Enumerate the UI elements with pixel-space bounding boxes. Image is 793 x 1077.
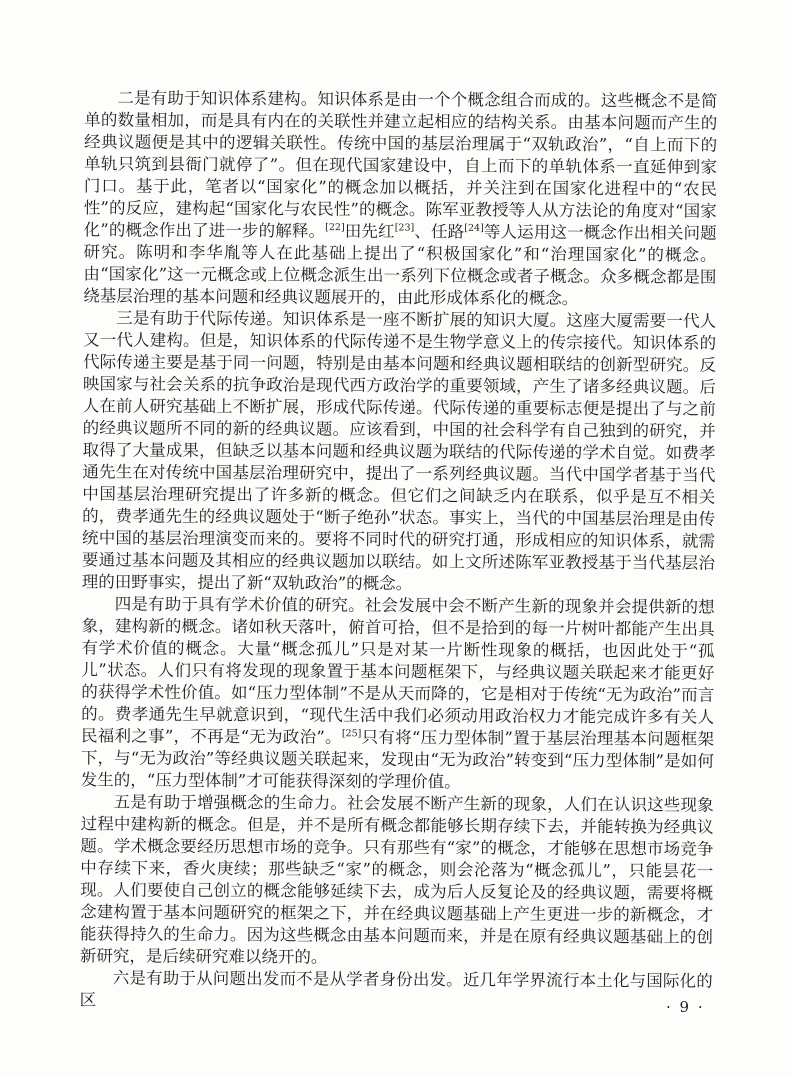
paragraph-knowledge-system: 二是有助于知识体系建构。知识体系是由一个个概念组合而成的。这些概念不是简单的数量相加，而是具有内在的关联性并建立起相应的结构关系。由基本问题而产生的经典议题便是其中的逻辑关联性。传统中国的基层治理属于“双轨政治”，“自上而下的单轨只筑到县衙门就停了”。但在现代国家建设中，自上而下的单轨体系一直延伸到家门口。基于此，笔者以“国家化”的概念加以概括，并关注到在国家化进程中的“农民性”的反应，建构起“国家化与农民性”的概念。陈军亚教授等人从方法论的角度对“国家化”的概念作出了进一步的解释。[22]田先红[23]、任路[24]等人运用这一概念作出相关问题研究。陈明和李华胤等人在此基础上提出了“积极国家化”和“治理国家化”的概念。由“国家化”这一元概念或上位概念派生出一系列下位概念或者子概念。众多概念都是围绕基层治理的基本问题和经典议题展开的，由此形成体系化的概念。 [83, 88, 718, 308]
page-number: · 9 · [666, 998, 705, 1016]
paragraph-concept-vitality: 五是有助于增强概念的生命力。社会发展不断产生新的现象，人们在认识这些现象过程中建构新的概念。但是，并不是所有概念都能够长期存续下去，并能转换为经典议题。学术概念要经历思想市场的竞争。只有那些有“家”的概念，才能够在思想市场竞争中存续下来，香火庚续；那些缺乏“家”的概念，则会沦落为“概念孤儿”，只能昙花一现。人们要使自己创立的概念能够延续下去，成为后人反复论及的经典议题，需要将概念建构置于基本问题研究的框架之下，并在经典议题基础上产生更进一步的新概念，才能获得持久的生命力。因为这些概念由基本问题而来，并是在原有经典议题基础上的创新研究，是后续研究难以绕开的。 [79, 792, 714, 967]
citation-ref: [24] [464, 222, 484, 234]
paragraph-academic-value: 四是有助于具有学术价值的研究。社会发展中会不断产生新的现象并会提供新的想象，建构新的概念。诸如秋天落叶，俯首可拾，但不是拾到的每一片树叶都能产生出具有学术价值的概念。大量“概念孤儿”只是对某一片断性现象的概括，也因此处于“孤儿”状态。人们只有将发现的现象置于基本问题框架下，与经典议题关联起来才能更好的获得学术性价值。如“压力型体制”不是从天而降的，它是相对于传统“无为政治”而言的。费孝通先生早就意识到，“现代生活中我们必须动用政治权力才能完成许多有关人民福利之事”，不再是“无为政治”。[25]只有将“压力型体制”置于基层治理基本问题框架下，与“无为政治”等经典议题关联起来，发现由“无为政治”转变到“压力型体制”是如何发生的，“压力型体制”才可能获得深刻的学理价值。 [80, 594, 715, 792]
paragraph-intergenerational-transmission: 三是有助于代际传递。知识体系是一座不断扩展的知识大厦。这座大厦需要一代人又一代人建构。但是，知识体系的代际传递不是生物学意义上的传宗接代。知识体系的代际传递主要是基于同一问题，特别是由基本问题和经典议题相联结的创新型研究。反映国家与社会关系的抗争政治是现代西方政治学的重要领域，产生了诸多经典议题。后人在前人研究基础上不断扩展，形成代际传递。代际传递的重要标志便是提出了与之前的经典议题所不同的新的经典议题。应该看到，中国的社会科学有自己独到的研究，并取得了大量成果，但缺乏以基本问题和经典议题为联结的代际传递的学术自觉。如费孝通先生在对传统中国基层治理研究中，提出了一系列经典议题。当代中国学者基于当代中国基层治理研究提出了许多新的概念。但它们之间缺乏内在联系，似乎是互不相关的，费孝通先生的经典议题处于“断子绝孙”状态。事实上，当代的中国基层治理是由传统中国的基层治理演变而来的。要将不同时代的研究打通，形成相应的知识体系，就需要通过基本问题及其相应的经典议题加以联结。如上文所述陈军亚教授基于当代基层治理的田野事实，提出了新“双轨政治”的概念。 [81, 308, 717, 594]
citation-ref: [23] [394, 222, 415, 234]
article-body [80, 87, 718, 1014]
citation-ref: [22] [325, 222, 345, 234]
citation-ref: [25] [341, 728, 362, 740]
paragraph-problem-oriented: 六是有助于从问题出发而不是从学者身份出发。近几年学界流行本土化与国际化的区 [79, 968, 713, 1010]
